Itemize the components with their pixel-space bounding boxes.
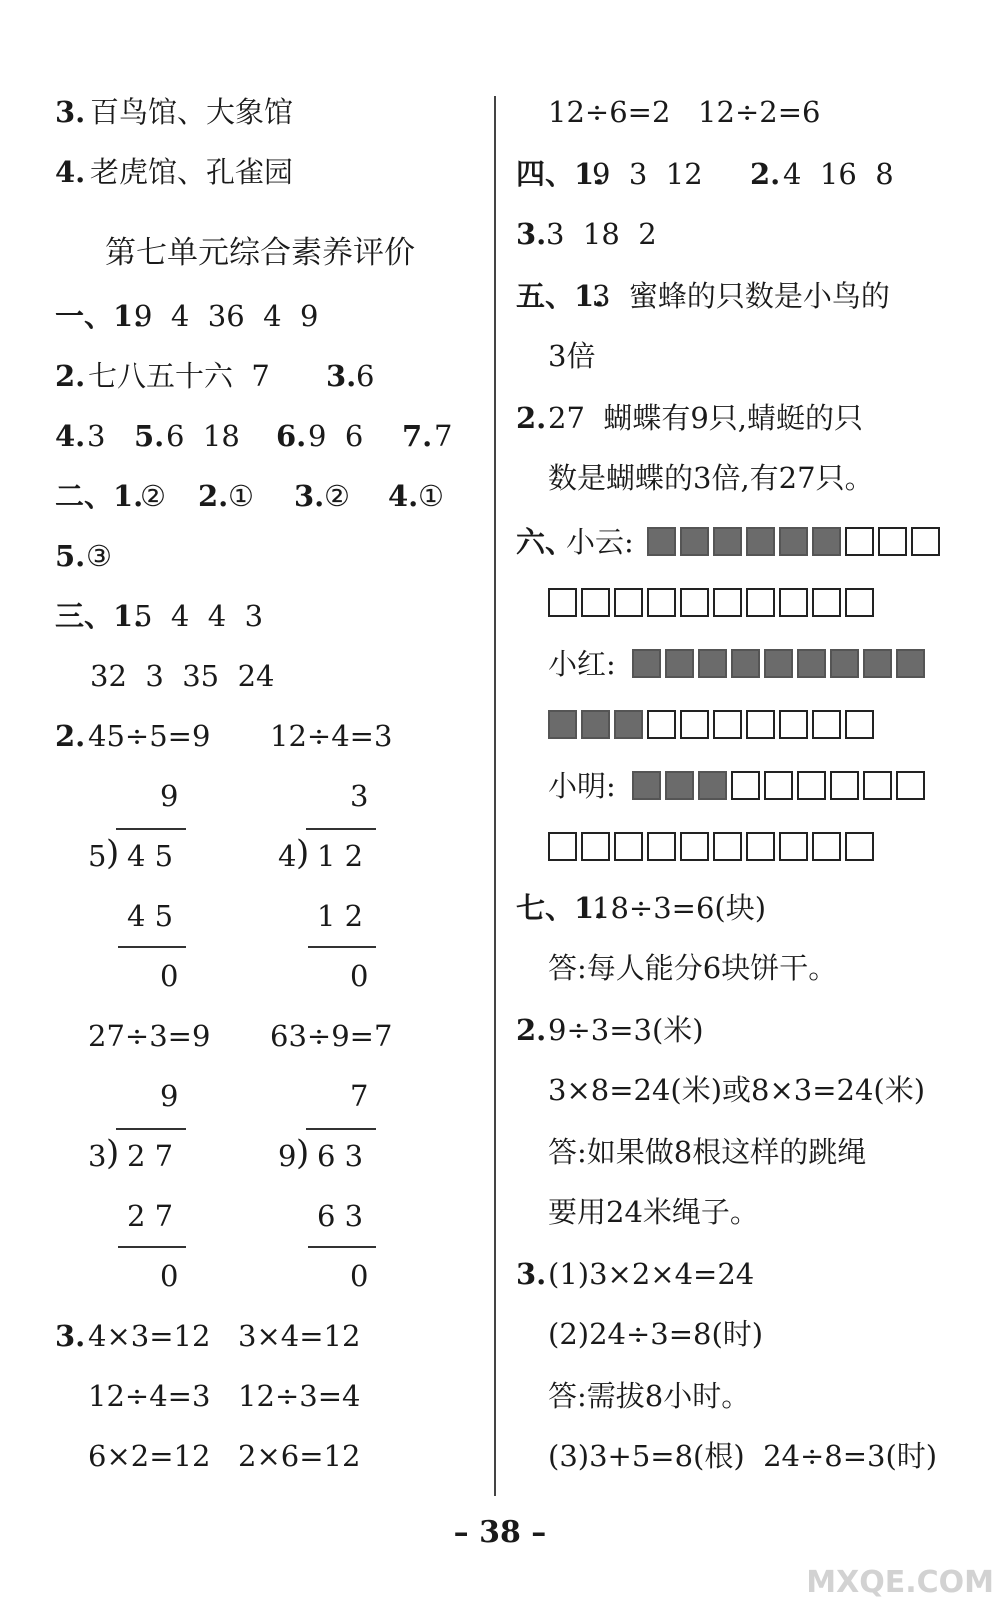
section-3-q3-line1: 4×3=12 3×4=12 [88,1319,361,1353]
column-divider [494,96,496,1496]
empty-square [713,588,742,617]
filled-square [665,649,694,678]
section-7-q3-answer: 答:需拔8小时。 [548,1379,751,1413]
section-1-q5-answer: 6 18 [166,419,240,453]
division-bar [116,828,186,830]
filled-square [713,527,742,556]
section-1-q6-number: 6. [276,419,307,453]
box-row-xiaoyun-1 [647,527,940,556]
empty-square [680,832,709,861]
section-5-q2-answer: 27 蝴蝶有9只,蜻蜓的只 [548,401,864,435]
empty-square [680,710,709,739]
section-7-q2-answer-cont: 要用24米绳子。 [548,1195,759,1229]
division-divisor: 3 [88,1139,107,1173]
empty-square [779,832,808,861]
division-equation: 45÷5=9 [88,719,211,753]
empty-square [647,710,676,739]
section-1-q3-number: 3. [326,359,357,393]
filled-square [680,527,709,556]
section-2-q1-answer: ② [140,479,166,513]
empty-square [845,832,874,861]
section-7-q2-equation: 9÷3=3(米) [548,1013,704,1047]
filled-square [614,710,643,739]
division-bracket: ) [106,1133,120,1173]
division-product: 1 2 [317,899,364,933]
division-subtract-line [118,946,186,948]
section-2-q5-number: 5. [55,539,86,573]
section-7-q2-number: 2. [516,1013,547,1047]
filled-square [812,527,841,556]
empty-square [797,771,826,800]
section-4-q3-number: 3. [516,217,547,251]
section-1-q7-number: 7. [402,419,433,453]
division-divisor: 4 [278,839,297,873]
division-equation: 12÷4=3 [270,719,393,753]
section-1-q6-answer: 9 6 [308,419,364,453]
division-quotient: 7 [350,1079,369,1113]
filled-square [698,771,727,800]
filled-square [665,771,694,800]
filled-square [548,710,577,739]
section-5-q1-continued: 3倍 [548,339,596,373]
division-product: 4 5 [127,899,174,933]
section-3-q3-line3: 6×2=12 2×6=12 [88,1439,361,1473]
empty-square [713,832,742,861]
filled-square [896,649,925,678]
empty-square [812,710,841,739]
empty-square [845,527,874,556]
division-product: 2 7 [127,1199,174,1233]
filled-square [863,649,892,678]
filled-square [764,649,793,678]
box-row-xiaohong-2 [548,710,874,739]
section-4-q2-answers: 4 16 8 [783,157,894,191]
label-xiaohong: 小红: [548,647,616,681]
division-remainder: 0 [350,1259,369,1293]
division-quotient: 9 [160,779,179,813]
section-3-q2-number: 2. [55,719,86,753]
division-bar [116,1128,186,1130]
section-1-q4-number: 4. [55,419,86,453]
right-top-line: 12÷6=2 12÷2=6 [548,95,821,129]
section-1-q3-answer: 6 [356,359,375,393]
division-quotient: 9 [160,1079,179,1113]
empty-square [746,710,775,739]
section-3-q1-row1: 5 4 4 3 [134,599,264,633]
division-dividend: 6 3 [317,1139,364,1173]
box-row-xiaoming-2 [548,832,874,861]
division-subtract-line [308,1246,376,1248]
section-3-q3-line2: 12÷4=3 12÷3=4 [88,1379,361,1413]
section-6-label: 六、 [516,525,575,559]
section-7-q3-part2: (2)24÷3=8(时) [548,1317,764,1351]
division-equation: 63÷9=7 [270,1019,393,1053]
section-4-q3-answers: 3 18 2 [546,217,657,251]
label-xiaoyun: 小云: [566,525,634,559]
section-1-q2-number: 2. [55,359,86,393]
empty-square [647,832,676,861]
item-4-number: 4. [55,155,86,189]
division-bracket: ) [106,833,120,873]
division-subtract-line [308,946,376,948]
section-1-q2-answer: 七八五十六 7 [88,359,270,393]
filled-square [731,649,760,678]
empty-square [746,588,775,617]
section-4-q2-number: 2. [750,157,781,191]
section-5-label: 五、1. [516,279,605,313]
section-2-q3-answer: ② [324,479,350,513]
section-7-q3-number: 3. [516,1257,547,1291]
empty-square [581,832,610,861]
division-bar [306,1128,376,1130]
section-1-q4-answer: 3 [87,419,106,453]
filled-square [647,527,676,556]
empty-square [812,832,841,861]
page-number: – 38 – [453,1515,547,1550]
empty-square [878,527,907,556]
division-equation: 27÷3=9 [88,1019,211,1053]
section-7-q1-answer: 答:每人能分6块饼干。 [548,951,838,985]
empty-square [680,588,709,617]
item-3-number: 3. [55,95,86,129]
section-7-q3-part1: (1)3×2×4=24 [548,1257,755,1291]
filled-square [632,649,661,678]
filled-square [779,527,808,556]
empty-square [863,771,892,800]
section-1-label: 一、1. [55,299,144,333]
section-2-q3-number: 3. [294,479,325,513]
box-row-xiaoyun-2 [548,588,874,617]
division-quotient: 3 [350,779,369,813]
section-7-q3-part3: (3)3+5=8(根) 24÷8=3(时) [548,1439,938,1473]
empty-square [548,832,577,861]
section-7-q2-answer: 答:如果做8根这样的跳绳 [548,1135,867,1169]
filled-square [698,649,727,678]
empty-square [911,527,940,556]
empty-square [731,771,760,800]
section-7-label: 七、1. [516,891,605,925]
section-1-q5-number: 5. [134,419,165,453]
section-2-label: 二、1. [55,479,144,513]
division-dividend: 4 5 [127,839,174,873]
section-5-q2-continued: 数是蝴蝶的3倍,有27只。 [548,461,874,495]
empty-square [746,832,775,861]
filled-square [797,649,826,678]
empty-square [812,588,841,617]
division-remainder: 0 [350,959,369,993]
section-2-q5-answer: ③ [86,539,112,573]
empty-square [764,771,793,800]
section-2-q2-number: 2. [198,479,229,513]
division-product: 6 3 [317,1199,364,1233]
filled-square [830,649,859,678]
empty-square [845,588,874,617]
item-3-text: 百鸟馆、大象馆 [90,95,294,129]
section-5-q2-number: 2. [516,401,547,435]
section-4-label: 四、1. [516,157,605,191]
section-2-q4-number: 4. [388,479,419,513]
empty-square [581,588,610,617]
box-row-xiaoming-1 [632,771,925,800]
section-1-q1-answers: 9 4 36 4 9 [134,299,319,333]
box-row-xiaohong-1 [632,649,925,678]
empty-square [830,771,859,800]
empty-square [548,588,577,617]
division-subtract-line [118,1246,186,1248]
division-divisor: 5 [88,839,107,873]
section-4-q1-answers: 9 3 12 [592,157,703,191]
label-xiaoming: 小明: [548,769,616,803]
section-2-q4-answer: ① [418,479,444,513]
filled-square [746,527,775,556]
item-4-text: 老虎馆、孔雀园 [90,155,294,189]
section-3-q3-number: 3. [55,1319,86,1353]
empty-square [713,710,742,739]
section-2-q2-answer: ① [228,479,254,513]
empty-square [896,771,925,800]
empty-square [779,588,808,617]
empty-square [647,588,676,617]
division-remainder: 0 [160,959,179,993]
division-bracket: ) [296,833,310,873]
section-title: 第七单元综合素养评价 [105,235,415,271]
division-dividend: 1 2 [317,839,364,873]
filled-square [581,710,610,739]
division-divisor: 9 [278,1139,297,1173]
section-7-q1-equation: 18÷3=6(块) [592,891,767,925]
empty-square [614,588,643,617]
section-3-label: 三、1. [55,599,144,633]
empty-square [779,710,808,739]
section-5-q1-answer: 3 蜜蜂的只数是小鸟的 [592,279,890,313]
empty-square [845,710,874,739]
section-3-q1-row2: 32 3 35 24 [90,659,275,693]
division-dividend: 2 7 [127,1139,174,1173]
empty-square [614,832,643,861]
division-bar [306,828,376,830]
section-7-q2-equation-2: 3×8=24(米)或8×3=24(米) [548,1073,926,1107]
filled-square [632,771,661,800]
section-1-q7-answer: 7 [434,419,453,453]
division-remainder: 0 [160,1259,179,1293]
division-bracket: ) [296,1133,310,1173]
watermark: MXQE.COM [806,1565,994,1600]
